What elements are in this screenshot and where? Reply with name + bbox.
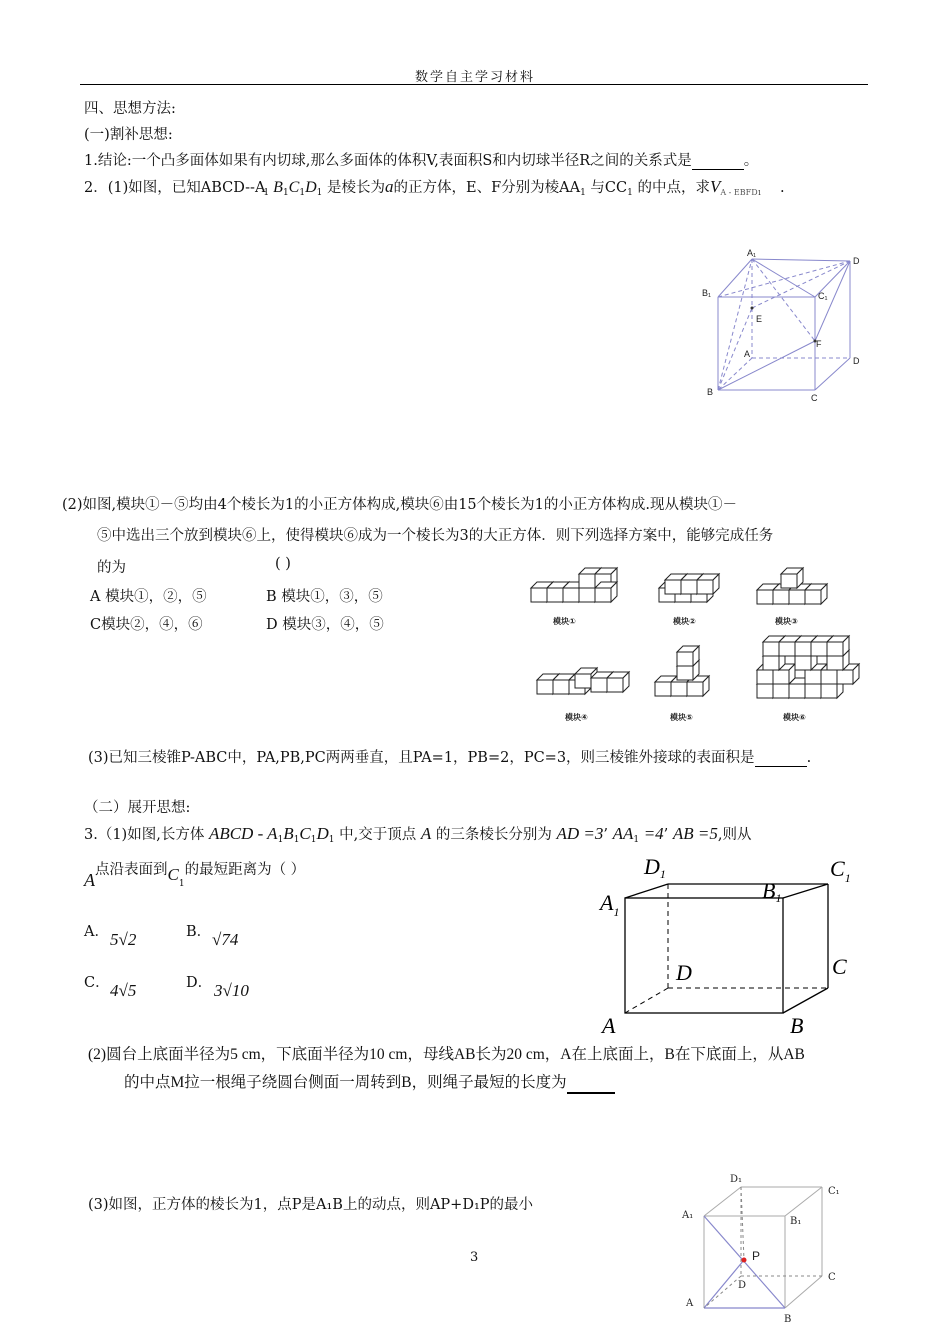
q3-1-part-a: 3.（1)如图,长方体 <box>84 827 205 843</box>
q3-1-line2-b: 的最短距离为（ ） <box>184 862 306 878</box>
label-B1: B₁ <box>702 288 712 298</box>
answer-blank <box>692 153 744 170</box>
caption-module-2: 模块② <box>673 617 696 626</box>
q3-1-line2-a: 点沿表面到 <box>95 862 168 878</box>
label-D: D <box>676 960 692 985</box>
caption-module-1: 模块① <box>553 617 576 626</box>
label-B: B <box>784 1314 792 1325</box>
module-6 <box>757 636 859 698</box>
caption-module-6: 模块⑥ <box>783 713 806 722</box>
q2-3-end: . <box>806 750 812 766</box>
q2-1-part-e: 的中点，求 <box>637 180 710 196</box>
q3-1-C1: C <box>167 865 179 884</box>
q1-end: 。 <box>743 153 759 169</box>
q3-1-expr: ABCD - A <box>208 824 278 843</box>
q2-1-part-a: 2．(1)如图，已知ABCD--A <box>84 180 266 196</box>
answer-blank <box>567 1074 615 1094</box>
q2-2-line2: ⑤中选出三个放到模块⑥上，使得模块⑥成为一个棱长为3的大正方体．则下列选择方案中，能够完成任务 <box>97 528 774 544</box>
module-4 <box>537 668 629 694</box>
label-D1: D <box>853 256 860 266</box>
q2-2-line1: (2)如图,模块①－⑤均由4个棱长为1的小正方体构成,模块⑥由15个棱长为1的小正方体构成.现从模块①－ <box>62 497 737 513</box>
label-C: C <box>828 1272 836 1283</box>
q3-1-option-C-value: 4√5 <box>110 981 137 1000</box>
question-2-1: 2．(1)如图，已知ABCD-$-A_1$ $B_1C_1D_1$ 是棱长为a的正方体，E、F分别为棱$AA_1$ 与$CC_1$ 的中点，求$V_{A - EBFD1}$ . <box>84 177 785 198</box>
caption-module-4: 模块④ <box>565 713 588 722</box>
label-A: A <box>744 349 751 359</box>
q2-1-var: a <box>384 177 394 196</box>
q3-1-line1: 3.（1)如图,长方体 ABCD - $A_1B_1C_1D_1$ 中,交于顶点 A 的三条棱长分别为 AD =3’ $AA_1 =4$’ AB =5,则从 <box>84 824 752 845</box>
q2-3-text: (3)已知三棱锥P-ABC中，PA,PB,PC两两垂直，且PA=1，PB=2，PC=3，则三棱锥外接球的表面积是 <box>88 750 755 766</box>
section-title: 四、思想方法: <box>84 101 176 117</box>
label-A: A <box>686 1298 694 1309</box>
option-A: A 模块①，②，⑤ <box>90 589 207 605</box>
q2-1-part-b: 是棱长为 <box>326 180 385 196</box>
caption-module-5: 模块⑤ <box>670 713 693 722</box>
q2-1-part-d: 与CC <box>590 180 628 196</box>
q3-2-line2-text: 的中点M拉一根绳子绕圆台侧面一周转到B，则绳子最短的长度为 <box>124 1074 567 1091</box>
q3-1-line2: A点沿表面到$C_1$的最短距离为（ ） <box>84 862 306 890</box>
module-2 <box>659 574 719 602</box>
label-D: D <box>853 356 860 366</box>
label-A1: $A_1$ <box>600 890 620 919</box>
label-B1: B1 <box>762 878 782 905</box>
cube-figure-1 <box>690 245 870 410</box>
header-rule <box>80 84 868 85</box>
q3-1-option-D-label: D． <box>186 975 213 991</box>
q3-1-part-b: 中,交于顶点 <box>339 827 417 843</box>
caption-module-3: 模块③ <box>775 617 798 626</box>
option-B: B 模块①，③，⑤ <box>266 589 383 605</box>
label-C: C <box>832 954 847 979</box>
q3-1-AA-val: =4 <box>643 824 664 843</box>
q1-text: 1.结论:一个凸多面体如果有内切球,那么多面体的体积V,表面积S和内切球半径R之间的关系式是 <box>84 153 692 169</box>
subsection-2-title: （二）展开思想: <box>84 800 191 816</box>
q2-1-part-c: 的正方体，E、F分别为棱AA <box>393 180 581 196</box>
label-A1: A₁ <box>682 1210 694 1221</box>
cube-figure-2 <box>672 1168 852 1328</box>
label-C: C <box>811 393 818 403</box>
option-D: D 模块③，④，⑤ <box>266 617 384 633</box>
modules-figure <box>525 560 865 730</box>
q3-1-option-C-label: C． <box>84 975 110 991</box>
q2-3 <box>88 746 811 767</box>
q3-1-AA: AA <box>612 824 634 843</box>
q3-1-option-A-label: A． <box>84 924 109 940</box>
q3-1-option-B-label: B． <box>186 924 212 940</box>
label-D1: D1 <box>644 854 666 881</box>
q3-1-AB: AB =5 <box>672 824 718 843</box>
subsection-title: (一)割补思想: <box>84 127 173 143</box>
q3-3: (3)如图，正方体的棱长为1，点P是A₁B上的动点，则AP+D₁P的最小 <box>88 1197 534 1213</box>
q3-1-option-D-value: 3√10 <box>214 981 249 1000</box>
q3-1-vertex-A: A <box>420 824 432 843</box>
question-1 <box>84 149 758 170</box>
label-C1: C₁ <box>818 291 828 301</box>
label-B: B <box>790 1013 804 1038</box>
module-5 <box>655 646 709 696</box>
module-1 <box>531 568 617 602</box>
cuboid-figure <box>590 848 865 1038</box>
label-E: E <box>756 314 763 324</box>
q3-2-line2 <box>124 1070 615 1094</box>
label-A: A <box>602 1013 616 1038</box>
label-C1: $C_1$ <box>830 856 851 885</box>
q3-1-line2-A: A <box>84 870 95 890</box>
label-A1: A₁ <box>747 248 757 258</box>
option-C: C模块②，④，⑥ <box>90 617 203 633</box>
q2-1-end: . <box>780 180 785 196</box>
q2-1-V: V <box>709 177 721 196</box>
label-B: B <box>707 387 714 397</box>
q3-1-part-c: 的三条棱长分别为 <box>435 827 552 843</box>
point-P <box>742 1258 747 1263</box>
label-D: D <box>738 1280 747 1291</box>
q3-1-option-B-value: √74 <box>212 930 239 949</box>
q2-2-paren: ( ) <box>275 556 291 572</box>
q2-2-line3: 的为 <box>97 560 126 576</box>
q3-2-line1: (2)圆台上底面半径为5 cm，下底面半径为10 cm，母线AB长为20 cm，A在上底面上，B在下底面上，从AB <box>88 1046 805 1063</box>
label-D1: D₁ <box>730 1174 743 1185</box>
answer-blank <box>755 750 807 767</box>
label-P: P <box>752 1249 761 1263</box>
page-header: 数学自主学习材料 <box>414 70 535 85</box>
q3-1-option-A-value: 5√2 <box>110 930 137 949</box>
q3-1-part-d: ,则从 <box>717 827 752 843</box>
label-B1: B₁ <box>790 1216 802 1227</box>
label-C1: C₁ <box>828 1186 840 1197</box>
module-3 <box>757 568 827 604</box>
q3-1-AD: AD =3 <box>556 824 604 843</box>
q2-1-V-sub: A - EBFD <box>720 188 758 197</box>
page-number: 3 <box>470 1250 479 1265</box>
label-F: F <box>816 339 822 349</box>
